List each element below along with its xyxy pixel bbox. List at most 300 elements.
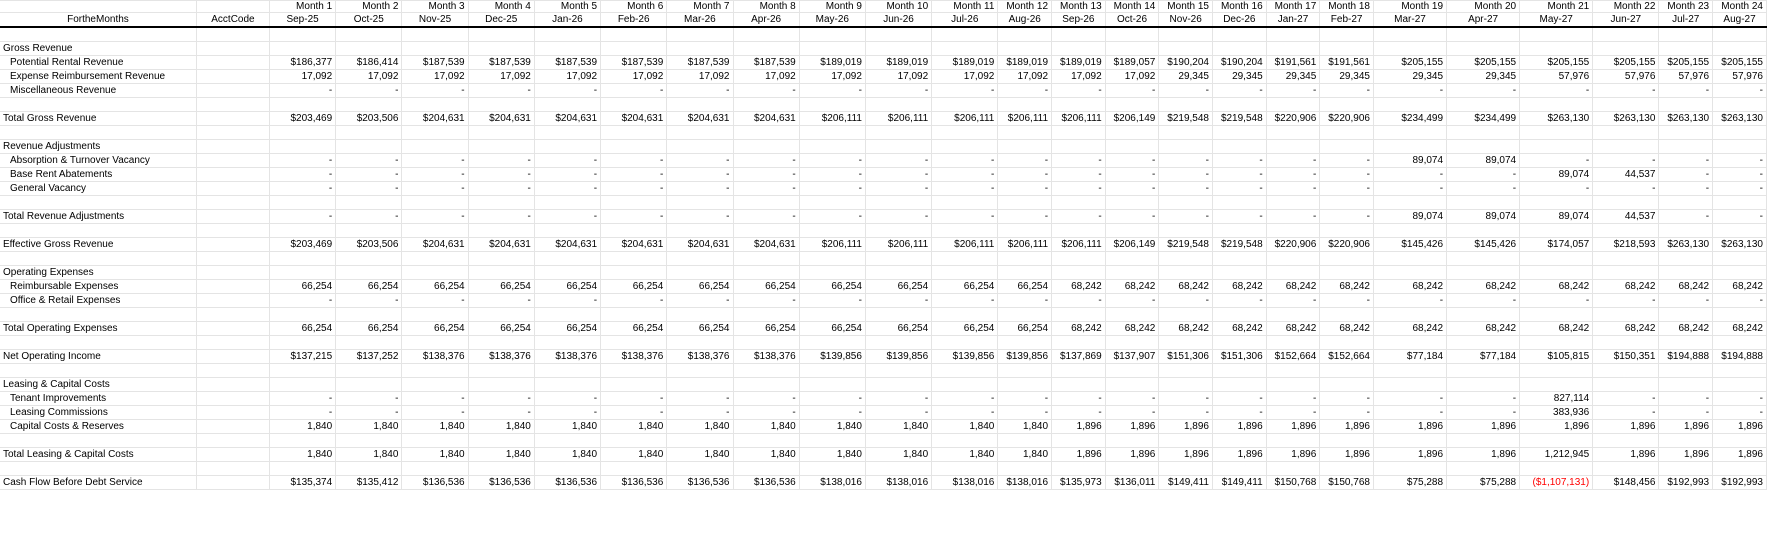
acct-code-cell[interactable] <box>196 196 269 210</box>
empty-cell[interactable] <box>269 308 335 322</box>
empty-cell[interactable] <box>601 364 667 378</box>
value-cell[interactable]: 68,242 <box>1447 322 1520 336</box>
value-cell[interactable]: 1,896 <box>1159 420 1213 434</box>
empty-cell[interactable] <box>534 196 600 210</box>
value-cell[interactable]: - <box>667 84 733 98</box>
row-label[interactable]: Cash Flow Before Debt Service <box>0 476 196 490</box>
value-cell[interactable]: - <box>1159 84 1213 98</box>
empty-cell[interactable] <box>799 42 865 56</box>
value-cell[interactable]: - <box>1266 210 1320 224</box>
value-cell[interactable]: 68,242 <box>1266 322 1320 336</box>
value-cell[interactable]: - <box>1159 182 1213 196</box>
value-cell[interactable]: $138,376 <box>402 350 468 364</box>
empty-cell[interactable] <box>1713 42 1767 56</box>
value-cell[interactable]: - <box>468 182 534 196</box>
value-cell[interactable]: - <box>1520 294 1593 308</box>
value-cell[interactable]: 66,254 <box>998 280 1052 294</box>
empty-cell[interactable] <box>1320 266 1374 280</box>
empty-cell[interactable] <box>1447 224 1520 238</box>
value-cell[interactable]: - <box>336 168 402 182</box>
value-cell[interactable]: $205,155 <box>1520 56 1593 70</box>
row-label[interactable] <box>0 196 196 210</box>
value-cell[interactable]: $150,768 <box>1320 476 1374 490</box>
empty-cell[interactable] <box>336 126 402 140</box>
value-cell[interactable]: $220,906 <box>1266 238 1320 252</box>
row-label[interactable]: Operating Expenses <box>0 266 196 280</box>
acct-code-cell[interactable] <box>196 42 269 56</box>
empty-cell[interactable] <box>1520 140 1593 154</box>
value-cell[interactable]: $219,548 <box>1213 238 1267 252</box>
empty-cell[interactable] <box>1320 224 1374 238</box>
empty-cell[interactable] <box>601 308 667 322</box>
empty-cell[interactable] <box>269 27 335 42</box>
empty-cell[interactable] <box>1373 224 1446 238</box>
row-label[interactable]: Total Revenue Adjustments <box>0 210 196 224</box>
month-date-header[interactable]: Aug-26 <box>998 13 1052 28</box>
value-cell[interactable]: 1,896 <box>1659 420 1713 434</box>
empty-cell[interactable] <box>1320 196 1374 210</box>
value-cell[interactable]: - <box>799 294 865 308</box>
empty-cell[interactable] <box>1105 434 1159 448</box>
empty-cell[interactable] <box>468 336 534 350</box>
value-cell[interactable]: 17,092 <box>998 70 1052 84</box>
value-cell[interactable]: $150,768 <box>1266 476 1320 490</box>
value-cell[interactable]: 44,537 <box>1593 210 1659 224</box>
month-number-header[interactable]: Month 24 <box>1713 1 1767 13</box>
value-cell[interactable]: 1,840 <box>269 420 335 434</box>
empty-cell[interactable] <box>799 434 865 448</box>
value-cell[interactable]: - <box>998 154 1052 168</box>
month-date-header[interactable]: Apr-27 <box>1447 13 1520 28</box>
value-cell[interactable]: - <box>402 294 468 308</box>
empty-cell[interactable] <box>1213 364 1267 378</box>
value-cell[interactable]: 66,254 <box>336 280 402 294</box>
value-cell[interactable]: - <box>799 84 865 98</box>
row-label[interactable] <box>0 126 196 140</box>
empty-cell[interactable] <box>1447 252 1520 266</box>
value-cell[interactable]: - <box>1159 168 1213 182</box>
month-number-header[interactable]: Month 14 <box>1105 1 1159 13</box>
value-cell[interactable]: 66,254 <box>534 322 600 336</box>
value-cell[interactable]: 66,254 <box>336 322 402 336</box>
empty-cell[interactable] <box>865 266 931 280</box>
empty-cell[interactable] <box>932 308 998 322</box>
value-cell[interactable]: 1,840 <box>534 420 600 434</box>
value-cell[interactable]: $204,631 <box>733 112 799 126</box>
empty-cell[interactable] <box>1159 462 1213 476</box>
value-cell[interactable]: $220,906 <box>1266 112 1320 126</box>
value-cell[interactable]: 1,840 <box>932 420 998 434</box>
value-cell[interactable]: 1,896 <box>1520 420 1593 434</box>
value-cell[interactable]: - <box>1105 210 1159 224</box>
empty-cell[interactable] <box>336 308 402 322</box>
empty-cell[interactable] <box>865 224 931 238</box>
empty-cell[interactable] <box>1105 252 1159 266</box>
empty-cell[interactable] <box>667 336 733 350</box>
empty-cell[interactable] <box>932 378 998 392</box>
empty-cell[interactable] <box>336 140 402 154</box>
empty-cell[interactable] <box>1713 378 1767 392</box>
empty-cell[interactable] <box>1266 336 1320 350</box>
value-cell[interactable]: - <box>1593 294 1659 308</box>
acct-code-cell[interactable] <box>196 126 269 140</box>
empty-cell[interactable] <box>402 462 468 476</box>
row-label[interactable]: Gross Revenue <box>0 42 196 56</box>
empty-cell[interactable] <box>534 462 600 476</box>
value-cell[interactable]: - <box>998 406 1052 420</box>
empty-cell[interactable] <box>1213 308 1267 322</box>
value-cell[interactable]: 66,254 <box>998 322 1052 336</box>
empty-cell[interactable] <box>1659 126 1713 140</box>
value-cell[interactable]: 66,254 <box>269 280 335 294</box>
value-cell[interactable]: - <box>1593 182 1659 196</box>
value-cell[interactable]: - <box>468 294 534 308</box>
empty-cell[interactable] <box>336 462 402 476</box>
value-cell[interactable]: $194,888 <box>1713 350 1767 364</box>
value-cell[interactable]: $206,149 <box>1105 238 1159 252</box>
value-cell[interactable]: $189,019 <box>998 56 1052 70</box>
empty-cell[interactable] <box>865 196 931 210</box>
value-cell[interactable]: - <box>733 168 799 182</box>
value-cell[interactable]: - <box>468 406 534 420</box>
empty-cell[interactable] <box>336 364 402 378</box>
value-cell[interactable]: $186,377 <box>269 56 335 70</box>
month-date-header[interactable]: Oct-25 <box>336 13 402 28</box>
empty-cell[interactable] <box>799 140 865 154</box>
empty-cell[interactable] <box>1713 98 1767 112</box>
empty-cell[interactable] <box>733 27 799 42</box>
value-cell[interactable]: 1,840 <box>799 420 865 434</box>
empty-cell[interactable] <box>402 140 468 154</box>
empty-cell[interactable] <box>269 364 335 378</box>
empty-cell[interactable] <box>1373 126 1446 140</box>
empty-cell[interactable] <box>1373 462 1446 476</box>
value-cell[interactable]: - <box>1266 392 1320 406</box>
value-cell[interactable]: - <box>1105 84 1159 98</box>
empty-cell[interactable] <box>1373 252 1446 266</box>
value-cell[interactable]: - <box>733 294 799 308</box>
value-cell[interactable]: - <box>1159 392 1213 406</box>
empty-cell[interactable] <box>1320 434 1374 448</box>
value-cell[interactable]: 17,092 <box>336 70 402 84</box>
value-cell[interactable]: 1,840 <box>932 448 998 462</box>
value-cell[interactable]: - <box>1373 168 1446 182</box>
value-cell[interactable]: 66,254 <box>667 280 733 294</box>
empty-cell[interactable] <box>1447 336 1520 350</box>
value-cell[interactable]: 89,074 <box>1520 168 1593 182</box>
value-cell[interactable]: - <box>733 182 799 196</box>
empty-cell[interactable] <box>1593 98 1659 112</box>
empty-cell[interactable] <box>733 378 799 392</box>
month-number-header[interactable]: Month 15 <box>1159 1 1213 13</box>
month-number-header[interactable]: Month 7 <box>667 1 733 13</box>
month-number-header[interactable]: Month 1 <box>269 1 335 13</box>
empty-cell[interactable] <box>1659 196 1713 210</box>
value-cell[interactable]: - <box>667 392 733 406</box>
value-cell[interactable]: 68,242 <box>1159 322 1213 336</box>
empty-cell[interactable] <box>1593 434 1659 448</box>
empty-cell[interactable] <box>799 462 865 476</box>
value-cell[interactable]: 1,896 <box>1447 448 1520 462</box>
empty-cell[interactable] <box>1052 378 1106 392</box>
value-cell[interactable]: - <box>1373 84 1446 98</box>
value-cell[interactable]: - <box>601 392 667 406</box>
empty-cell[interactable] <box>1373 336 1446 350</box>
value-cell[interactable]: 68,242 <box>1105 280 1159 294</box>
value-cell[interactable]: 68,242 <box>1266 280 1320 294</box>
value-cell[interactable]: - <box>336 294 402 308</box>
value-cell[interactable]: 1,840 <box>336 448 402 462</box>
empty-cell[interactable] <box>799 266 865 280</box>
empty-cell[interactable] <box>865 42 931 56</box>
empty-cell[interactable] <box>336 336 402 350</box>
value-cell[interactable]: $234,499 <box>1447 112 1520 126</box>
month-number-header[interactable]: Month 6 <box>601 1 667 13</box>
value-cell[interactable]: 1,896 <box>1593 420 1659 434</box>
empty-cell[interactable] <box>1520 98 1593 112</box>
value-cell[interactable]: $220,906 <box>1320 112 1374 126</box>
empty-cell[interactable] <box>1320 98 1374 112</box>
value-cell[interactable]: $152,664 <box>1266 350 1320 364</box>
empty-cell[interactable] <box>336 224 402 238</box>
value-cell[interactable]: - <box>402 154 468 168</box>
value-cell[interactable]: - <box>1713 182 1767 196</box>
value-cell[interactable]: 29,345 <box>1373 70 1446 84</box>
month-number-header[interactable]: Month 19 <box>1373 1 1446 13</box>
empty-cell[interactable] <box>601 196 667 210</box>
month-date-header[interactable]: Nov-25 <box>402 13 468 28</box>
empty-cell[interactable] <box>269 98 335 112</box>
empty-cell[interactable] <box>1447 266 1520 280</box>
value-cell[interactable]: - <box>269 406 335 420</box>
value-cell[interactable]: - <box>998 84 1052 98</box>
empty-cell[interactable] <box>799 252 865 266</box>
value-cell[interactable]: - <box>1105 406 1159 420</box>
empty-cell[interactable] <box>402 224 468 238</box>
acct-code-cell[interactable] <box>196 84 269 98</box>
value-cell[interactable]: $189,019 <box>1052 56 1106 70</box>
empty-cell[interactable] <box>1159 364 1213 378</box>
value-cell[interactable]: - <box>865 210 931 224</box>
value-cell[interactable]: - <box>1052 294 1106 308</box>
value-cell[interactable]: $187,539 <box>601 56 667 70</box>
empty-cell[interactable] <box>336 252 402 266</box>
empty-cell[interactable] <box>1520 224 1593 238</box>
empty-cell[interactable] <box>1593 266 1659 280</box>
empty-cell[interactable] <box>998 434 1052 448</box>
empty-cell[interactable] <box>534 308 600 322</box>
value-cell[interactable]: $206,111 <box>1052 238 1106 252</box>
empty-cell[interactable] <box>1659 308 1713 322</box>
empty-cell[interactable] <box>1373 140 1446 154</box>
empty-cell[interactable] <box>534 364 600 378</box>
value-cell[interactable]: - <box>1713 294 1767 308</box>
value-cell[interactable]: 68,242 <box>1447 280 1520 294</box>
value-cell[interactable]: - <box>998 392 1052 406</box>
value-cell[interactable]: 1,840 <box>402 448 468 462</box>
value-cell[interactable]: $206,111 <box>998 238 1052 252</box>
empty-cell[interactable] <box>534 42 600 56</box>
value-cell[interactable]: $187,539 <box>402 56 468 70</box>
value-cell[interactable]: 89,074 <box>1520 210 1593 224</box>
value-cell[interactable]: 57,976 <box>1593 70 1659 84</box>
value-cell[interactable]: 66,254 <box>799 322 865 336</box>
value-cell[interactable]: $204,631 <box>402 238 468 252</box>
empty-cell[interactable] <box>269 196 335 210</box>
value-cell[interactable]: - <box>865 392 931 406</box>
empty-cell[interactable] <box>667 462 733 476</box>
value-cell[interactable]: - <box>865 168 931 182</box>
value-cell[interactable]: 1,896 <box>1320 448 1374 462</box>
empty-cell[interactable] <box>799 308 865 322</box>
empty-cell[interactable] <box>601 27 667 42</box>
empty-cell[interactable] <box>336 196 402 210</box>
value-cell[interactable]: - <box>1659 210 1713 224</box>
empty-cell[interactable] <box>1447 378 1520 392</box>
empty-cell[interactable] <box>1713 140 1767 154</box>
value-cell[interactable]: - <box>1266 154 1320 168</box>
value-cell[interactable]: - <box>1105 168 1159 182</box>
header-blank-cell[interactable] <box>0 1 196 13</box>
value-cell[interactable]: $152,664 <box>1320 350 1374 364</box>
value-cell[interactable]: 66,254 <box>865 322 931 336</box>
month-number-header[interactable]: Month 18 <box>1320 1 1374 13</box>
empty-cell[interactable] <box>865 308 931 322</box>
acct-code-cell[interactable] <box>196 224 269 238</box>
empty-cell[interactable] <box>932 364 998 378</box>
acct-code-cell[interactable] <box>196 364 269 378</box>
empty-cell[interactable] <box>932 462 998 476</box>
empty-cell[interactable] <box>1105 266 1159 280</box>
value-cell[interactable]: 17,092 <box>1052 70 1106 84</box>
value-cell[interactable]: - <box>336 182 402 196</box>
empty-cell[interactable] <box>733 140 799 154</box>
value-cell[interactable]: - <box>932 210 998 224</box>
empty-cell[interactable] <box>336 266 402 280</box>
value-cell[interactable]: - <box>1266 182 1320 196</box>
acct-code-cell[interactable] <box>196 434 269 448</box>
value-cell[interactable]: - <box>1320 406 1374 420</box>
value-cell[interactable]: 68,242 <box>1593 280 1659 294</box>
row-label[interactable]: Leasing & Capital Costs <box>0 378 196 392</box>
empty-cell[interactable] <box>402 42 468 56</box>
empty-cell[interactable] <box>1447 126 1520 140</box>
value-cell[interactable]: - <box>733 392 799 406</box>
empty-cell[interactable] <box>998 27 1052 42</box>
value-cell[interactable]: - <box>336 392 402 406</box>
empty-cell[interactable] <box>402 364 468 378</box>
row-label[interactable]: Potential Rental Revenue <box>0 56 196 70</box>
value-cell[interactable]: - <box>1520 84 1593 98</box>
empty-cell[interactable] <box>1520 27 1593 42</box>
empty-cell[interactable] <box>1593 196 1659 210</box>
value-cell[interactable]: $137,252 <box>336 350 402 364</box>
value-cell[interactable]: $263,130 <box>1593 112 1659 126</box>
acct-code-cell[interactable] <box>196 70 269 84</box>
value-cell[interactable]: - <box>402 392 468 406</box>
row-label[interactable] <box>0 462 196 476</box>
value-cell[interactable]: - <box>269 294 335 308</box>
empty-cell[interactable] <box>1266 224 1320 238</box>
value-cell[interactable]: $145,426 <box>1373 238 1446 252</box>
value-cell[interactable]: $234,499 <box>1373 112 1446 126</box>
empty-cell[interactable] <box>534 252 600 266</box>
empty-cell[interactable] <box>932 27 998 42</box>
value-cell[interactable]: $135,374 <box>269 476 335 490</box>
empty-cell[interactable] <box>1320 42 1374 56</box>
value-cell[interactable]: - <box>799 168 865 182</box>
value-cell[interactable]: - <box>269 154 335 168</box>
month-number-header[interactable]: Month 10 <box>865 1 931 13</box>
value-cell[interactable]: - <box>468 168 534 182</box>
empty-cell[interactable] <box>601 434 667 448</box>
value-cell[interactable]: $187,539 <box>667 56 733 70</box>
empty-cell[interactable] <box>1266 27 1320 42</box>
acct-code-cell[interactable] <box>196 420 269 434</box>
empty-cell[interactable] <box>667 27 733 42</box>
empty-cell[interactable] <box>269 252 335 266</box>
empty-cell[interactable] <box>1593 252 1659 266</box>
empty-cell[interactable] <box>1105 462 1159 476</box>
empty-cell[interactable] <box>1052 42 1106 56</box>
empty-cell[interactable] <box>601 462 667 476</box>
value-cell[interactable]: $204,631 <box>468 112 534 126</box>
value-cell[interactable]: $137,907 <box>1105 350 1159 364</box>
empty-cell[interactable] <box>1213 378 1267 392</box>
empty-cell[interactable] <box>1520 308 1593 322</box>
empty-cell[interactable] <box>1159 378 1213 392</box>
row-label[interactable]: General Vacancy <box>0 182 196 196</box>
value-cell[interactable]: - <box>1447 168 1520 182</box>
month-number-header[interactable]: Month 12 <box>998 1 1052 13</box>
value-cell[interactable]: $151,306 <box>1159 350 1213 364</box>
acct-code-cell[interactable] <box>196 280 269 294</box>
empty-cell[interactable] <box>1052 27 1106 42</box>
empty-cell[interactable] <box>1266 42 1320 56</box>
value-cell[interactable]: $187,539 <box>733 56 799 70</box>
value-cell[interactable]: - <box>1213 154 1267 168</box>
value-cell[interactable]: 1,840 <box>336 420 402 434</box>
empty-cell[interactable] <box>534 27 600 42</box>
empty-cell[interactable] <box>1213 140 1267 154</box>
empty-cell[interactable] <box>1320 378 1374 392</box>
empty-cell[interactable] <box>1659 252 1713 266</box>
month-number-header[interactable]: Month 8 <box>733 1 799 13</box>
empty-cell[interactable] <box>468 140 534 154</box>
empty-cell[interactable] <box>1447 42 1520 56</box>
value-cell[interactable]: - <box>336 406 402 420</box>
value-cell[interactable]: $206,111 <box>799 112 865 126</box>
value-cell[interactable]: $205,155 <box>1593 56 1659 70</box>
value-cell[interactable]: - <box>1713 392 1767 406</box>
value-cell[interactable]: $189,019 <box>865 56 931 70</box>
empty-cell[interactable] <box>534 336 600 350</box>
empty-cell[interactable] <box>1593 378 1659 392</box>
empty-cell[interactable] <box>733 266 799 280</box>
value-cell[interactable]: $138,016 <box>865 476 931 490</box>
value-cell[interactable]: $205,155 <box>1659 56 1713 70</box>
value-cell[interactable]: 1,840 <box>998 420 1052 434</box>
value-cell[interactable]: 29,345 <box>1266 70 1320 84</box>
empty-cell[interactable] <box>1105 140 1159 154</box>
value-cell[interactable]: $206,111 <box>932 238 998 252</box>
empty-cell[interactable] <box>667 196 733 210</box>
value-cell[interactable]: $138,376 <box>534 350 600 364</box>
value-cell[interactable]: - <box>468 84 534 98</box>
empty-cell[interactable] <box>733 196 799 210</box>
empty-cell[interactable] <box>1213 196 1267 210</box>
value-cell[interactable]: $138,016 <box>799 476 865 490</box>
